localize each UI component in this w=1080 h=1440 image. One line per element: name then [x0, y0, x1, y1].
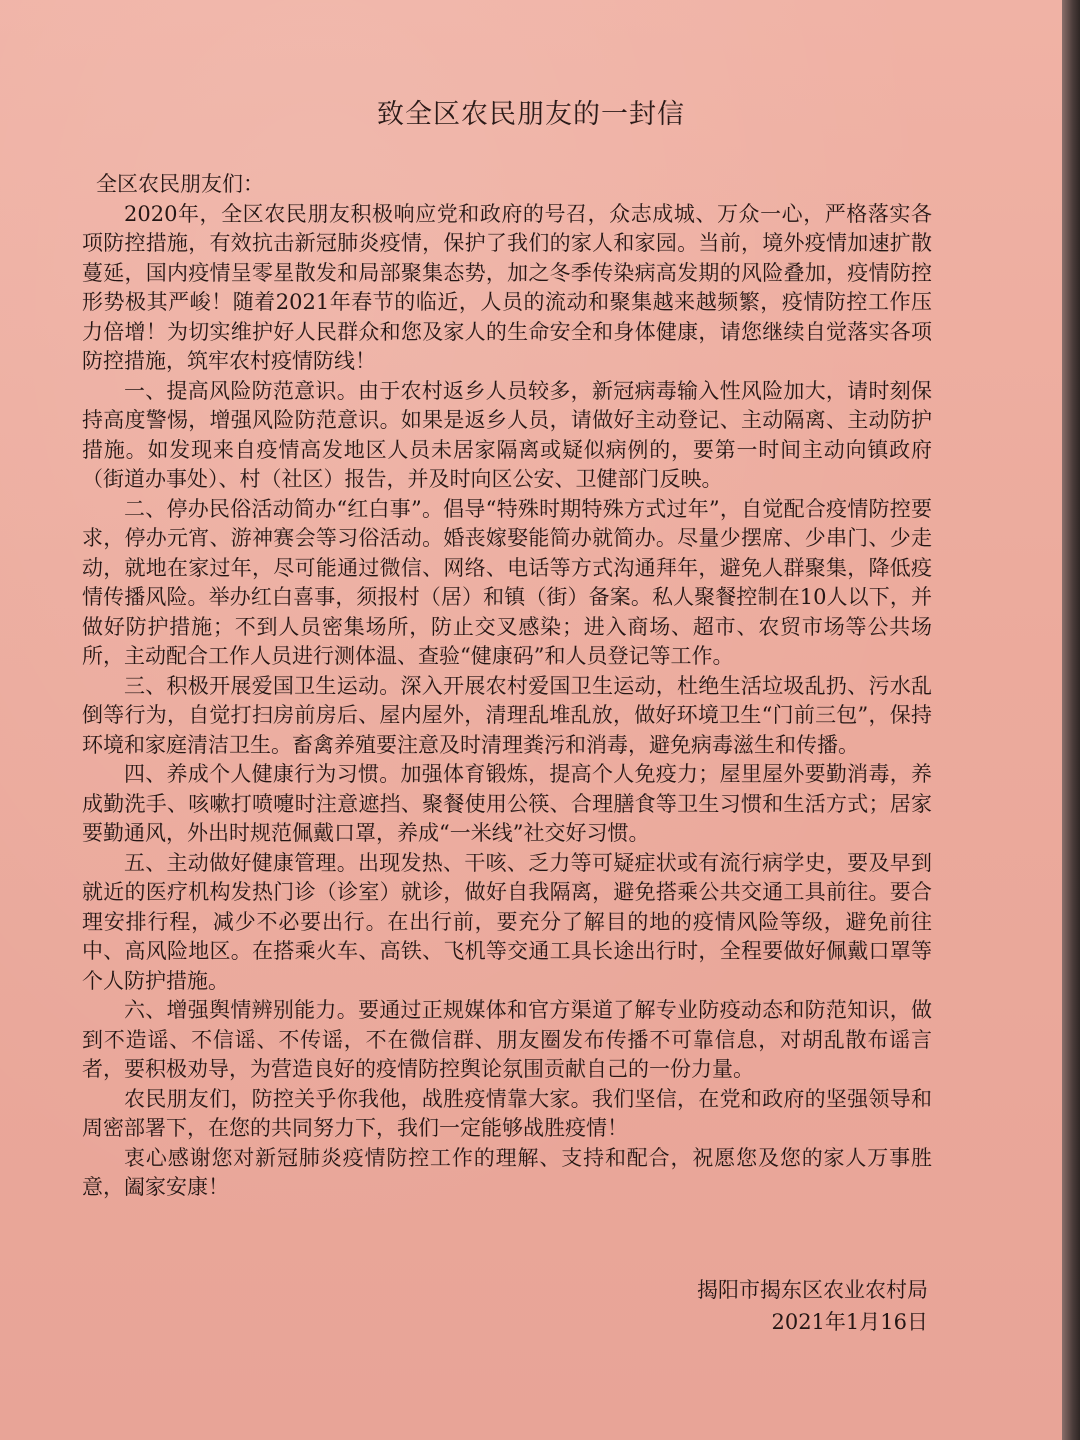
- paragraph-closing: 农民朋友们，防控关乎你我他，战胜疫情靠大家。我们坚信，在党和政府的坚强领导和周密部署下，在您的共同努力下，我们一定能够战胜疫情！: [82, 1086, 932, 1140]
- letter-title: 致全区农民朋友的一封信: [377, 99, 685, 130]
- letter-signature: [697, 1274, 928, 1338]
- paragraph-intro: 2020年，全区农民朋友积极响应党和政府的号召，众志成城、万众一心，严格落实各项防控措施，有效抗击新冠肺炎疫情，保护了我们的家人和家园。当前，境外疫情加速扩散蔓延，国内疫情呈零星散发和局部聚集态势，加之冬季传染病高发期的风险叠加，疫情防控形势极其严峻！随着2021年春节的临近，人员的流动和聚集越来越频繁，疫情防控工作压力倍增！为切实维护好人民群众和您及家人的生命安全和身体健康，请您继续自觉落实各项防控措施，筑牢农村疫情防线！: [82, 201, 932, 373]
- signature-organization: 揭阳市揭东区农业农村局: [697, 1278, 928, 1302]
- letter-salutation: 全区农民朋友们：: [96, 172, 264, 196]
- paragraph-thanks: 衷心感谢您对新冠肺炎疫情防控工作的理解、支持和配合，祝愿您及您的家人万事胜意，阖家安康！: [82, 1145, 932, 1199]
- dark-background-edge: [1062, 0, 1080, 1440]
- signature-date: 2021年1月16日: [771, 1310, 928, 1334]
- paragraph-point-5: 五、主动做好健康管理。出现发热、干咳、乏力等可疑症状或有流行病学史，要及早到就近的医疗机构发热门诊（诊室）就诊，做好自我隔离，避免搭乘公共交通工具前往。要合理安排行程，减少不必要出行。在出行前，要充分了解目的地的疫情风险等级，避免前往中、高风险地区。在搭乘火车、高铁、飞机等交通工具长途出行时，全程要做好佩戴口罩等个人防护措施。: [82, 850, 932, 993]
- letter-body: [82, 170, 932, 1203]
- paragraph-point-2: 二、停办民俗活动简办“红白事”。倡导“特殊时期特殊方式过年”，自觉配合疫情防控要求，停办元宵、游神赛会等习俗活动。婚丧嫁娶能简办就简办。尽量少摆席、少串门、少走动，就地在家过年，尽可能通过微信、网络、电话等方式沟通拜年，避免人群聚集，降低疫情传播风险。举办红白喜事，须报村（居）和镇（街）备案。私人聚餐控制在10人以下，并做好防护措施；不到人员密集场所，防止交叉感染；进入商场、超市、农贸市场等公共场所，主动配合工作人员进行测体温、查验“健康码”和人员登记等工作。: [82, 496, 932, 668]
- paragraph-point-1: 一、提高风险防范意识。由于农村返乡人员较多，新冠病毒输入性风险加大，请时刻保持高度警惕，增强风险防范意识。如果是返乡人员，请做好主动登记、主动隔离、主动防护措施。如发现来自疫情高发地区人员未居家隔离或疑似病例的，要第一时间主动向镇政府（街道办事处）、村（社区）报告，并及时向区公安、卫健部门反映。: [82, 378, 932, 491]
- paragraph-point-3: 三、积极开展爱国卫生运动。深入开展农村爱国卫生运动，杜绝生活垃圾乱扔、污水乱倒等行为，自觉打扫房前房后、屋内屋外，清理乱堆乱放，做好环境卫生“门前三包”，保持环境和家庭清洁卫生。畜禽养殖要注意及时清理粪污和消毒，避免病毒滋生和传播。: [82, 673, 932, 757]
- paragraph-point-6: 六、增强舆情辨别能力。要通过正规媒体和官方渠道了解专业防疫动态和防范知识，做到不造谣、不信谣、不传谣，不在微信群、朋友圈发布传播不可靠信息，对胡乱散布谣言者，要积极劝导，为营造良好的疫情防控舆论氛围贡献自己的一份力量。: [82, 998, 932, 1081]
- paragraph-point-4: 四、养成个人健康行为习惯。加强体育锻炼，提高个人免疫力；屋里屋外要勤消毒，养成勤洗手、咳嗽打喷嚏时注意遮挡、聚餐使用公筷、合理膳食等卫生习惯和生活方式；居家要勤通风，外出时规范佩戴口罩，养成“一米线”社交好习惯。: [82, 762, 932, 845]
